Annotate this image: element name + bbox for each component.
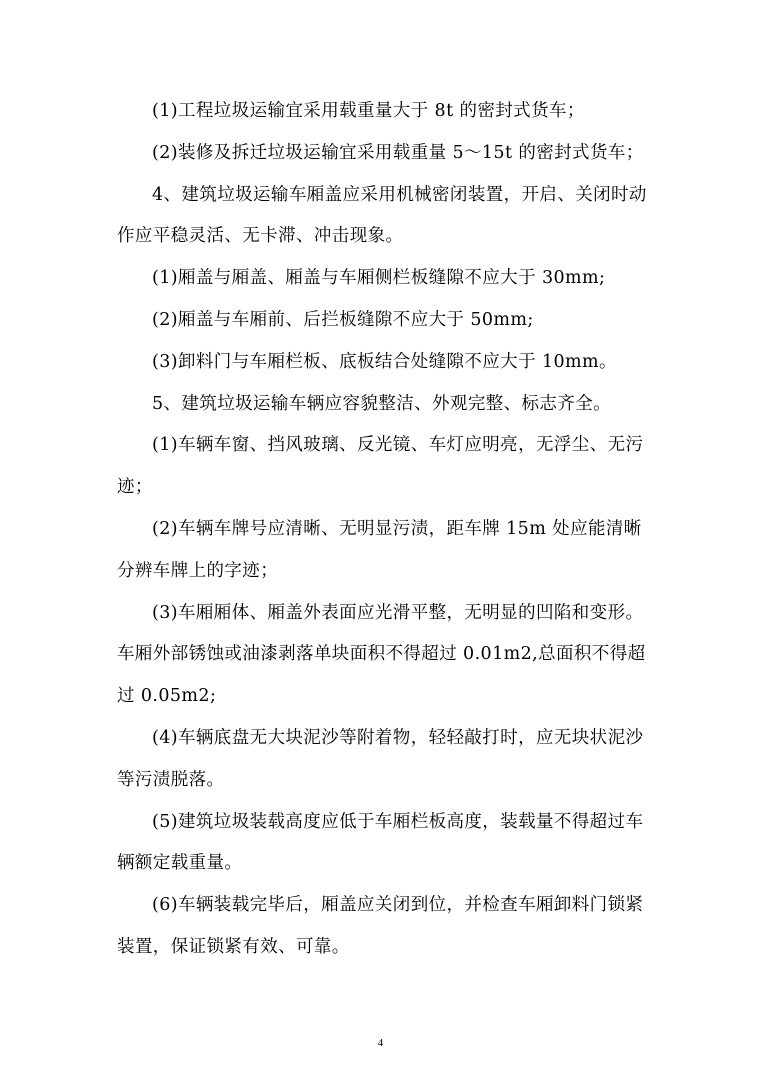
paragraph-10: (3)车厢厢体、厢盖外表面应光滑平整，无明显的凹陷和变形。车厢外部锈蚀或油漆剥落单块面积不得超过 0.01m2,总面积不得超过 0.05m2; [117,602,646,707]
paragraph-9: (2)车辆车牌号应清晰、无明显污渍，距车牌 15m 处应能清晰分辨车牌上的字迹； [117,518,642,581]
body-text [117,91,647,969]
page-number: 4 [377,1037,384,1049]
paragraph-2: (2)装修及拆迁垃圾运输宜采用载重量 5～15t 的密封式货车； [152,142,644,163]
paragraph-12: (5)建筑垃圾装载高度应低于车厢栏板高度，装载量不得超过车辆额定载重量。 [117,811,644,874]
paragraph-11: (4)车辆底盘无大块泥沙等附着物，轻轻敲打时，应无块状泥沙等污渍脱落。 [117,727,644,790]
paragraph-3: 4、建筑垃圾运输车厢盖应采用机械密闭装置，开启、关闭时动作应平稳灵活、无卡滞、冲击现象。 [117,184,647,247]
paragraph-6: (3)卸料门与车厢栏板、底板结合处缝隙不应大于 10mm。 [152,351,617,372]
paragraph-13: (6)车辆装载完毕后，厢盖应关闭到位，并检查车厢卸料门锁紧装置，保证锁紧有效、可靠。 [117,895,644,957]
paragraph-1: (1)工程垃圾运输宜采用载重量大于 8t 的密封式货车； [152,101,585,121]
paragraph-7: 5、建筑垃圾运输车辆应容貌整洁、外观完整、标志齐全。 [152,393,612,414]
paragraph-4: (1)厢盖与厢盖、厢盖与车厢侧栏板缝隙不应大于 30mm; [152,268,606,289]
paragraph-8: (1)车辆车窗、挡风玻璃、反光镜、车灯应明亮，无浮尘、无污迹； [117,435,644,498]
paragraph-5: (2)厢盖与车厢前、后拦板缝隙不应大于 50mm; [152,309,534,330]
